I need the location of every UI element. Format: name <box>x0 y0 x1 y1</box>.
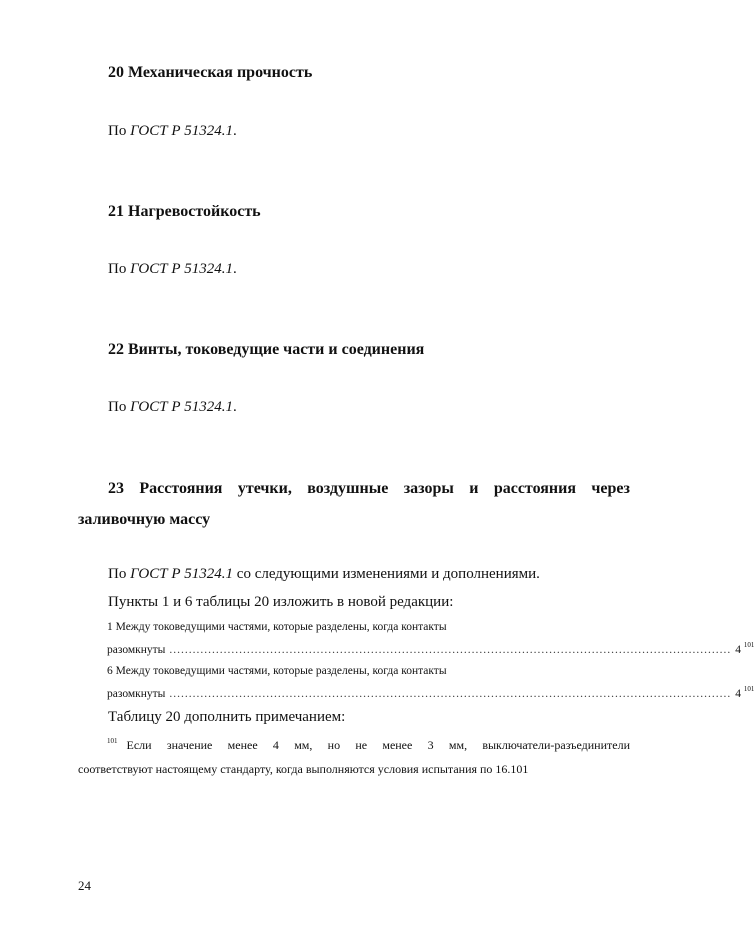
table-row-6-line2: разомкнуты ................................................................................................................................................. 4 $^{101}$ <box>107 685 754 700</box>
gost-reference: ГОСТ Р 51324.1 <box>130 261 234 277</box>
table-row-6-line1: 6 Между токоведущими частями, которые разделены, когда контакты <box>107 665 447 677</box>
table-row-1-value: 4 <box>735 643 742 656</box>
gost-reference: ГОСТ Р 51324.1 <box>130 123 234 139</box>
section-21-text: По ГОСТ Р 51324.1. <box>108 261 237 277</box>
section-20-heading: 20 Механическая прочность <box>108 64 313 81</box>
table-row-1-line1: 1 Между токоведущими частями, которые разделены, когда контакты <box>107 621 447 633</box>
footnote-line1: $^{101}$ Если значение менее 4 мм, но не менее 3 мм, выключатели-разъединители <box>107 737 630 752</box>
table-row-6-value: 4 <box>735 687 742 700</box>
addendum: Таблицу 20 дополнить примечанием: <box>108 709 346 725</box>
section-21-heading: 21 Нагревостойкость <box>108 203 261 220</box>
dot-leader: ................................................................................................................................................. <box>169 643 732 656</box>
page-number: 24 <box>78 878 91 893</box>
section-22-text: По ГОСТ Р 51324.1. <box>108 399 237 415</box>
table-row-1-line2: разомкнуты ................................................................................................................................................. 4 $^{101}$ <box>107 641 754 656</box>
section-22-heading: 22 Винты, токоведущие части и соединения <box>108 341 425 358</box>
gost-reference: ГОСТ Р 51324.1 <box>130 566 234 582</box>
section-23-heading-line2: заливочную массу <box>78 511 211 528</box>
footnote-marker: 101 <box>107 737 118 745</box>
footnote-ref: 101 <box>743 641 754 649</box>
section-20-text: По ГОСТ Р 51324.1. <box>108 123 237 139</box>
dot-leader: ................................................................................................................................................. <box>169 687 732 700</box>
footnote-line2: соответствуют настоящему стандарту, когда выполняются условия испытания по 16.101 <box>78 762 529 776</box>
section-23-intro: По ГОСТ Р 51324.1 со следующими изменениями и дополнениями. <box>108 566 540 582</box>
items-note: Пункты 1 и 6 таблицы 20 изложить в новой редакции: <box>108 594 454 610</box>
section-23-heading-line1: 23 Расстояния утечки, воздушные зазоры и расстояния через <box>108 480 630 497</box>
footnote-ref: 101 <box>743 685 754 693</box>
gost-reference: ГОСТ Р 51324.1 <box>130 399 234 415</box>
